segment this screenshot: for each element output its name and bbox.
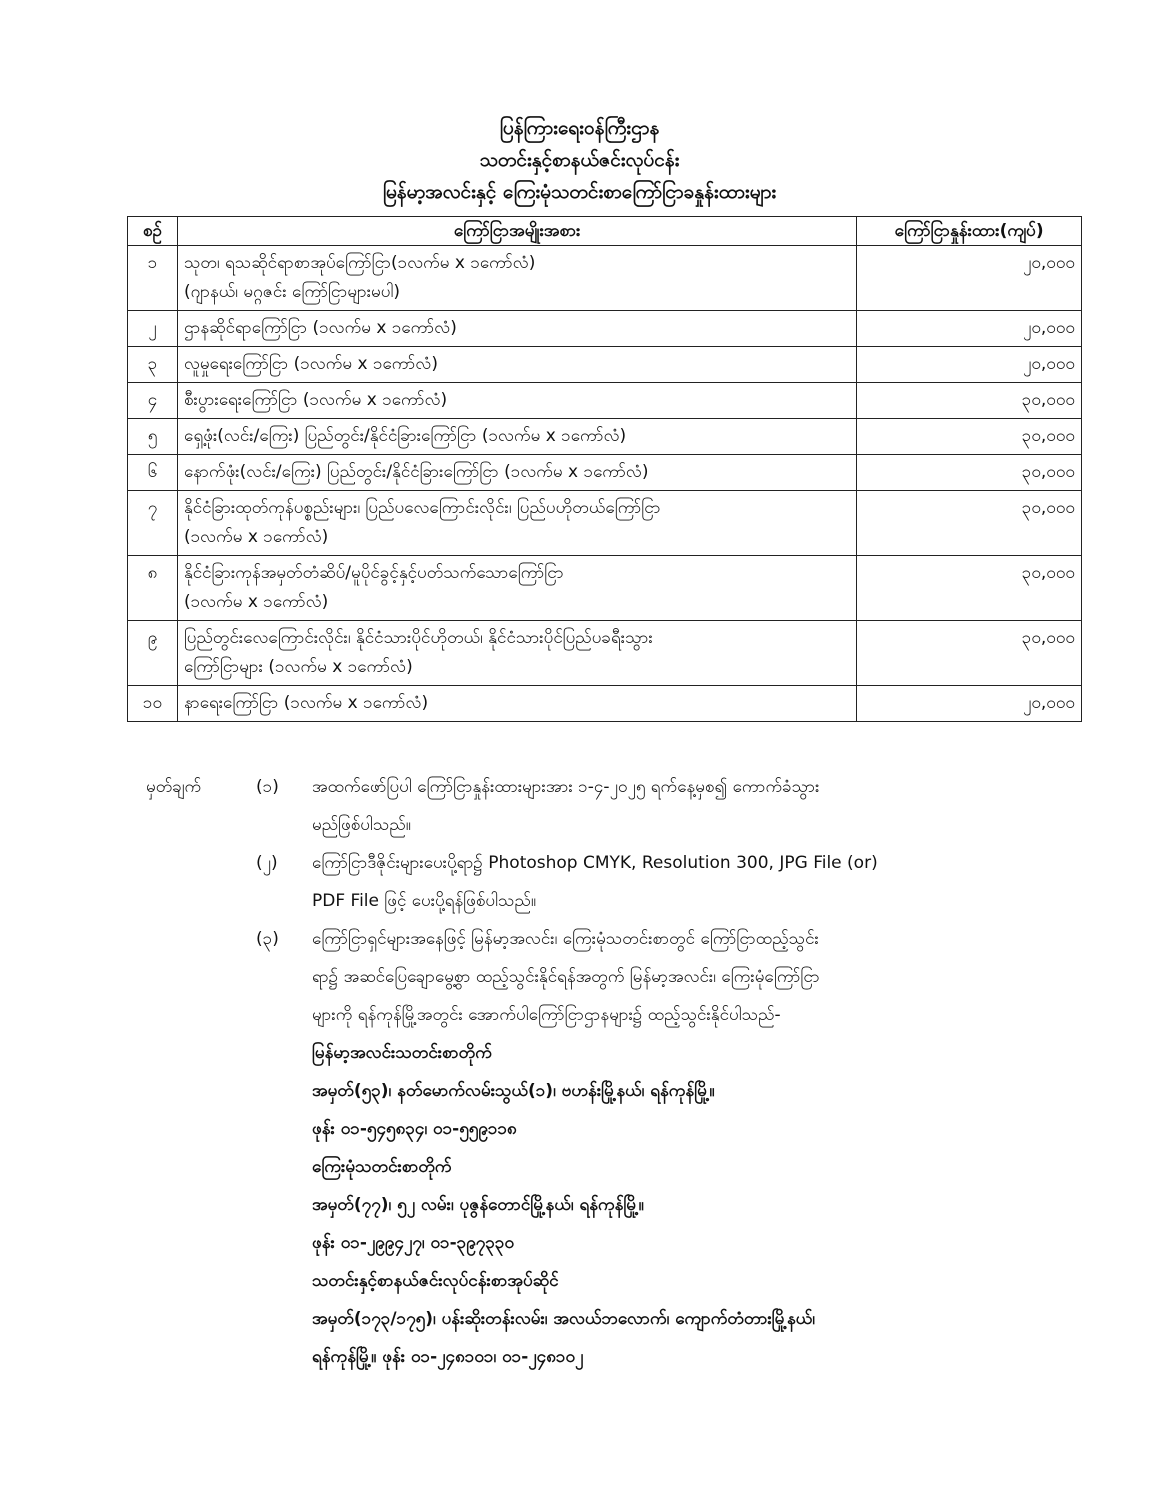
- note-number: (၁): [256, 777, 279, 797]
- table-row: [128, 686, 1082, 722]
- table-row: [128, 347, 1082, 383]
- row-rate: ၃၀,၀၀၀: [857, 383, 1082, 419]
- office-name: ကြေးမုံသတင်းစာတိုက်: [312, 1157, 452, 1177]
- table-header-row: [128, 217, 1082, 246]
- table-row: [128, 246, 1082, 311]
- office-address: အမှတ်(၅၃)၊ နတ်မောက်လမ်းသွယ်(၁)၊ ဗဟန်းမြို့နယ်၊ ရန်ကုန်မြို့။: [312, 1081, 715, 1101]
- description-line: (၁လက်မ x ၁ကော်လံ): [183, 527, 329, 547]
- row-number: ၉: [128, 621, 178, 686]
- table-row: [128, 311, 1082, 347]
- note-line: ရာ၌ အဆင်ပြေချောမွေ့စွာ ထည့်သွင်းနိုင်ရန်အတွက် မြန်မာ့အလင်း၊ ကြေးမုံကြော်ငြာ: [312, 967, 820, 987]
- row-description: [177, 383, 856, 419]
- ad-rates-table: [127, 216, 1082, 722]
- row-rate: ၃၀,၀၀၀: [857, 556, 1082, 621]
- note-line: များကို ရန်ကုန်မြို့အတွင်း အောက်ပါကြော်ငြာဌာနများ၌ ထည့်သွင်းနိုင်ပါသည်-: [312, 1005, 781, 1025]
- table-row: [128, 556, 1082, 621]
- table-row: [128, 491, 1082, 556]
- row-description: [177, 347, 856, 383]
- row-number: ၅: [128, 419, 178, 455]
- row-description: [177, 455, 856, 491]
- description-line: နောက်ဖုံး(လင်း/ကြေး) ပြည်တွင်း/နိုင်ငံခြားကြော်ငြာ (၁လက်မ x ၁ကော်လံ): [183, 462, 649, 482]
- row-description: [177, 556, 856, 621]
- note-line: ကြော်ငြာဒီဇိုင်းများပေးပို့ရာ၌ Photoshop CMYK, Resolution 300, JPG File (or): [312, 853, 878, 873]
- description-line: လူမှုရေးကြော်ငြာ (၁လက်မ x ၁ကော်လံ): [183, 354, 438, 374]
- row-rate: ၃၀,၀၀၀: [857, 491, 1082, 556]
- row-number: ၁: [128, 246, 178, 311]
- office-address: အမှတ်(၇၇)၊ ၅၂ လမ်း၊ ပုဇွန်တောင်မြို့နယ်၊ ရန်ကုန်မြို့။: [312, 1195, 644, 1215]
- description-line: စီးပွားရေးကြော်ငြာ (၁လက်မ x ၁ကော်လံ): [183, 390, 448, 410]
- description-line: ပြည်တွင်းလေကြောင်းလိုင်း၊ နိုင်ငံသားပိုင်ဟိုတယ်၊ နိုင်ငံသားပိုင်ပြည်ပခရီးသွား: [183, 628, 653, 648]
- document-header: [0, 112, 1159, 208]
- row-number: ၄: [128, 383, 178, 419]
- office-phone: ဖုန်း ၀၁-၂၉၉၄၂၇၊ ၀၁-၃၉၇၃၃၀: [312, 1233, 515, 1253]
- column-header-rate: ကြော်ငြာနှုန်းထား(ကျပ်): [857, 217, 1082, 246]
- row-rate: ၂၀,၀၀၀: [857, 686, 1082, 722]
- row-rate: ၃၀,၀၀၀: [857, 419, 1082, 455]
- note-number: (၂): [256, 853, 278, 873]
- description-line: ကြော်ငြာများ (၁လက်မ x ၁ကော်လံ): [183, 657, 413, 677]
- description-line: သုတ၊ ရသဆိုင်ရာစာအုပ်ကြော်ငြာ(၁လက်မ x ၁ကော်လံ): [183, 253, 536, 273]
- description-line: နာရေးကြော်ငြာ (၁လက်မ x ၁ကော်လံ): [183, 693, 429, 713]
- row-number: ၃: [128, 347, 178, 383]
- rates-title: မြန်မာ့အလင်းနှင့် ကြေးမုံသတင်းစာကြော်ငြာခနှုန်းထားများ: [382, 181, 777, 203]
- column-header-type: ကြော်ငြာအမျိုးအစား: [177, 217, 856, 246]
- row-description: [177, 419, 856, 455]
- description-line: (ဂျာနယ်၊ မဂ္ဂဇင်း ကြော်ငြာများမပါ): [183, 282, 401, 302]
- row-rate: ၂၀,၀၀၀: [857, 311, 1082, 347]
- note-line: မည်ဖြစ်ပါသည်။: [312, 815, 411, 835]
- office-phone: ဖုန်း ၀၁-၅၄၅၈၃၄၊ ၀၁-၅၅၉၁၁၈: [312, 1119, 517, 1139]
- row-number: ၁၀: [128, 686, 178, 722]
- description-line: ဌာနဆိုင်ရာကြော်ငြာ (၁လက်မ x ၁ကော်လံ): [183, 318, 457, 338]
- row-description: [177, 686, 856, 722]
- row-rate: ၃၀,၀၀၀: [857, 455, 1082, 491]
- note-line: PDF File ဖြင့် ပေးပို့ရန်ဖြစ်ပါသည်။: [312, 891, 537, 911]
- row-rate: ၂၀,၀၀၀: [857, 246, 1082, 311]
- row-number: ၇: [128, 491, 178, 556]
- notes-label: မှတ်ချက်: [146, 777, 202, 797]
- office-name: သတင်းနှင့်စာနယ်ဇင်းလုပ်ငန်းစာအုပ်ဆိုင်: [312, 1271, 559, 1291]
- note-line: ကြော်ငြာရှင်များအနေဖြင့် မြန်မာ့အလင်း၊ ကြေးမုံသတင်းစာတွင် ကြော်ငြာထည့်သွင်း: [312, 929, 819, 949]
- description-line: ရှေ့ဖုံး(လင်း/ကြေး) ပြည်တွင်း/နိုင်ငံခြားကြော်ငြာ (၁လက်မ x ၁ကော်လံ): [183, 426, 627, 446]
- column-header-number: စဉ်: [128, 217, 178, 246]
- table-row: [128, 455, 1082, 491]
- office-name: မြန်မာ့အလင်းသတင်းစာတိုက်: [312, 1043, 492, 1063]
- department-title: သတင်းနှင့်စာနယ်ဇင်းလုပ်ငန်း: [479, 149, 680, 171]
- row-rate: ၃၀,၀၀၀: [857, 621, 1082, 686]
- row-number: ၂: [128, 311, 178, 347]
- row-description: [177, 491, 856, 556]
- description-line: နိုင်ငံခြားကုန်အမှတ်တံဆိပ်/မူပိုင်ခွင့်နှင့်ပတ်သက်သောကြော်ငြာ: [183, 563, 564, 583]
- row-description: [177, 621, 856, 686]
- table-row: [128, 383, 1082, 419]
- ministry-title: ပြန်ကြားရေးဝန်ကြီးဌာန: [499, 117, 660, 139]
- table-row: [128, 621, 1082, 686]
- note-number: (၃): [256, 929, 279, 949]
- note-line: အထက်ဖော်ပြပါ ကြော်ငြာနှုန်းထားများအား ၁-၄-၂၀၂၅ ရက်နေ့မှစ၍ ကောက်ခံသွား: [312, 777, 820, 797]
- office-address: အမှတ်(၁၇၃/၁၇၅)၊ ပန်းဆိုးတန်းလမ်း၊ အလယ်ဘလောက်၊ ကျောက်တံတားမြို့နယ်၊: [312, 1309, 815, 1329]
- row-number: ၈: [128, 556, 178, 621]
- row-rate: ၂၀,၀၀၀: [857, 347, 1082, 383]
- row-description: [177, 311, 856, 347]
- office-address-phone: ရန်ကုန်မြို့။ ဖုန်း ၀၁-၂၄၈၁၀၁၊ ၀၁-၂၄၈၁၀၂: [312, 1347, 584, 1367]
- row-description: [177, 246, 856, 311]
- description-line: နိုင်ငံခြားထုတ်ကုန်ပစ္စည်းများ၊ ပြည်ပလေကြောင်းလိုင်း၊ ပြည်ပဟိုတယ်ကြော်ငြာ: [183, 498, 661, 518]
- description-line: (၁လက်မ x ၁ကော်လံ): [183, 592, 329, 612]
- table-row: [128, 419, 1082, 455]
- row-number: ၆: [128, 455, 178, 491]
